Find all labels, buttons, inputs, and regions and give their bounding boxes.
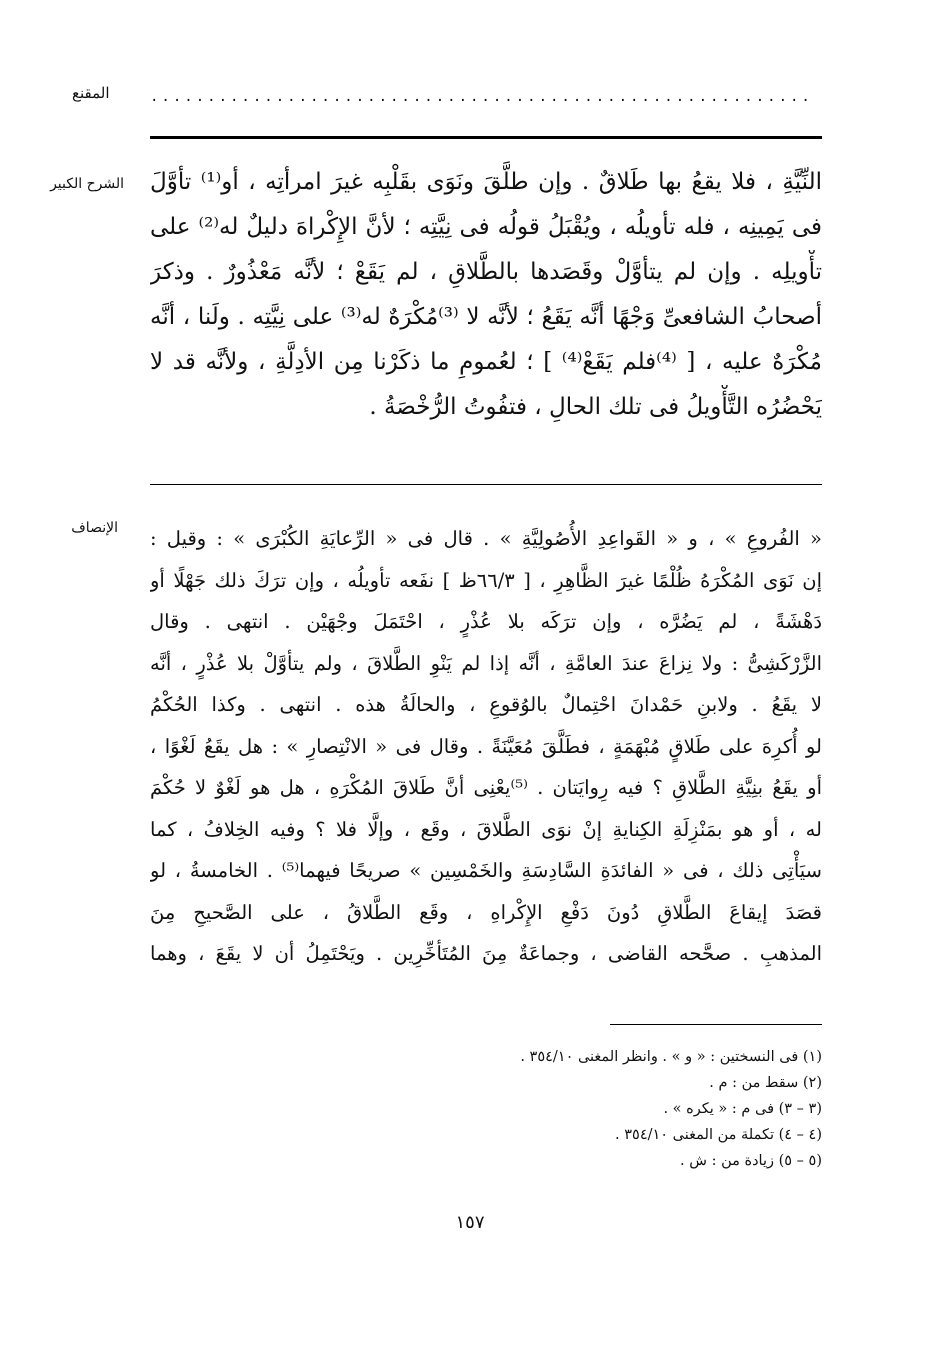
text-line: لا يقَعُ . ولابنِ حَمْدانَ احْتِمالٌ بالوُقوعِ ، والحالَةُ هذه . انتهى . وكذا الحُكْمُ: [150, 693, 822, 716]
text-line: دَهْشَةً ، لم يَضُرَّه ، وإن ترَكَه بلا عُذْرٍ ، احْتَمَلَ وجْهَيْن . انتهى . وقال: [150, 610, 822, 633]
footnote: (٣ – ٣) فى م : « يكره » .: [663, 1101, 822, 1117]
text-line: فى يَمِينِه ، فله تأويلُه ، ويُقْبَلُ قولُه فى نِيَّتِه ؛ لأنَّ الإِكْراهَ دليلٌ له⁽²⁾ على: [150, 214, 822, 240]
text-line: المذهبِ . صحَّحه القاضى ، وجماعَةٌ مِنَ المُتَأخِّرِين . ويَحْتَمِلُ أن لا يقَعَ ، وهما: [150, 942, 822, 965]
text-line: له ، أو هو بمَنْزِلَةِ الكِنايةِ إنْ نوَى الطَّلاقَ ، وقَع ، وإلَّا فلا ؟ وفيه الخِلافُ ، كما: [150, 817, 822, 841]
text-line: يَحْضُرُه التَّأْويلُ فى تلك الحالِ ، فتفُوتُ الرُّخْصَةُ .: [369, 394, 822, 420]
text-line: إن نَوَى المُكْرَهُ ظُلْمًا غيرَ الظَّاهِرِ ، [ ٦٦/٣ظ ] نفَعه تأويلُه ، وإن ترَكَ ذلك جَهْلًا أو: [150, 568, 822, 592]
insaf-paragraph: [150, 518, 822, 975]
section-divider: [150, 484, 822, 485]
sharh-kabir-paragraph: [150, 160, 822, 430]
text-line: النِّيَّةِ ، فلا يقعُ بها طَلاقٌ . وإن طلَّقَ ونَوَى بقَلْبِه غيرَ امرأتِه ، أو⁽¹⁾ تأوَّلَ: [150, 169, 822, 195]
footnote: (٤ – ٤) تكملة من المغنى ٣٥٤/١٠ .: [615, 1127, 822, 1143]
text-line: « الفُروعِ » ، و « القَواعِدِ الأُصُولِيَّةِ » . قال فى « الرِّعايَةِ الكُبْرَى » : وقيل :: [150, 527, 822, 550]
footnote: (٥ – ٥) زيادة من : ش .: [680, 1153, 822, 1169]
section-label-insaf: الإنصاف: [71, 520, 118, 536]
section-label-sharh-kabir: الشرح الكبير: [50, 176, 124, 192]
footnote: (١) فى النسختين : « و » . وانظر المغنى ٣٥٤/١٠ .: [520, 1049, 822, 1065]
text-line: تأْويلِه . وإن لم يتأوَّلْ وقَصَدها بالطَّلاقِ ، لم يَقَعْ ؛ لأنَّه مَعْذُورٌ . وذكرَ: [150, 259, 822, 285]
header-dotted-leader: ..........................................................: [150, 89, 813, 105]
text-line: سيَأْتِى ذلك ، فى « الفائدَةِ السَّادِسَةِ والخَمْسِين » صريحًا فيهما⁽⁵⁾ . الخامسةُ ، لو: [150, 859, 822, 882]
text-line: أو يقَعُ بنِيَّةِ الطَّلاقِ ؟ فيه رِوايَتان . ⁽⁵⁾يعْنِى أنَّ طَلاقَ المُكْرَهِ ، هل هو لَغْوٌ لا حُكْمَ: [150, 776, 822, 799]
text-line: أصحابُ الشافعىِّ وَجْهًا أنَّه يَقَعُ ؛ لأنَّه لا ⁽³⁾مُكْرَهٌ له⁽³⁾ على نِيَّتِه . ولَنا ، أنَّه: [150, 304, 822, 330]
text-line: لو أُكرِهَ على طَلاقٍ مُبْهَمَةٍ ، فطَلَّقَ مُعَيَّنَةً . وقال فى « الانْتِصارِ » : هل يقَعُ لَغْوًا ،: [150, 734, 822, 758]
footnote-rule: [610, 1024, 822, 1025]
text-line: الزَّرْكَشِىُّ : ولا نِزاعَ عندَ العامَّةِ ، أنَّه إذا لم يَنْوِ الطَّلاقَ ، ولم يتأوَّلْ بلا عُذْرٍ ، أنَّه: [150, 651, 822, 675]
page-number: ١٥٧: [455, 1212, 485, 1233]
text-line: مُكْرَهٌ عليه ، [ ⁽⁴⁾فلم يَقَعْ⁽⁴⁾ ] ؛ لعُمومِ ما ذكَرْنا مِن الأدِلَّةِ ، ولأنَّه قد لا: [150, 349, 822, 375]
header-rule: [150, 136, 822, 139]
footnotes: [150, 1044, 822, 1174]
running-header-title: المقنع: [72, 84, 110, 102]
text-line: قصَدَ إيقاعَ الطَّلاقِ دُونَ دَفْعِ الإِكْراهِ ، وقَع الطَّلاقُ ، على الصَّحيحِ مِنَ: [150, 900, 822, 924]
footnote: (٢) سقط من : م .: [709, 1075, 822, 1091]
